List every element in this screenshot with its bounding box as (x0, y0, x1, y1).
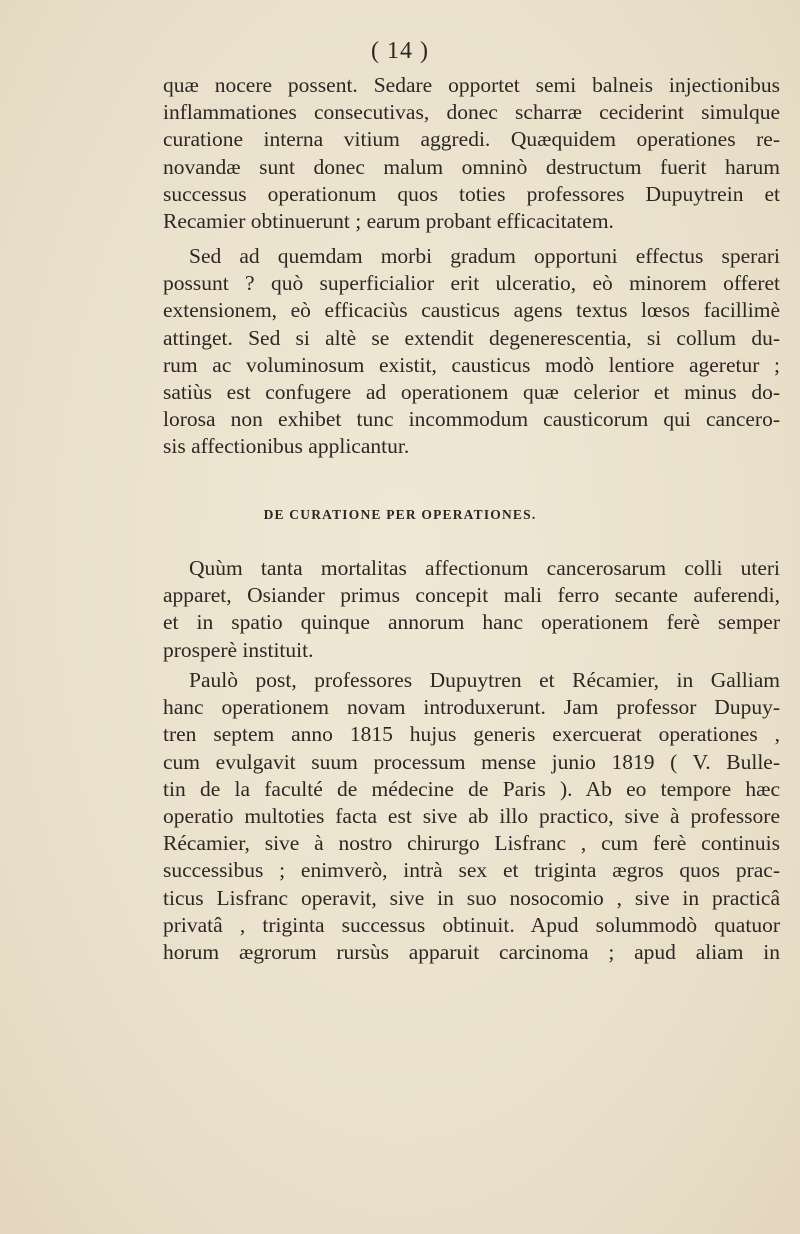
text-line: ticus Lisfranc operavit, sive in suo nosocomio , sive in practicâ (163, 885, 780, 910)
text-line: Sed ad quemdam morbi gradum opportuni effectus sperari (189, 244, 780, 268)
text-line: apparet, Osiander primus concepit mali ferro secante auferendi, (163, 583, 780, 608)
text-line: sis affectionibus applicantur. (163, 434, 410, 459)
text-line: Quùm tanta mortalitas affectionum cancerosarum colli uteri (189, 556, 780, 580)
text-line: attinget. Sed si altè se extendit degenerescentia, si collum du- (163, 325, 780, 350)
paragraph-4 (163, 667, 780, 966)
paragraph-3 (163, 555, 780, 664)
text-line: successus operationum quos toties professores Dupuytrein et (163, 181, 780, 206)
text-line: novandæ sunt donec malum omninò destructum fuerit harum (163, 154, 780, 179)
text-line: Paulò post, professores Dupuytren et Récamier, in Galliam (189, 668, 780, 692)
text-line: et in spatio quinque annorum hanc operationem ferè semper (163, 610, 780, 635)
text-line: successibus ; enimverò, intrà sex et triginta ægros quos prac- (163, 858, 780, 883)
paragraph-2 (163, 243, 780, 461)
text-line: hanc operationem novam introduxerunt. Jam professor Dupuy- (163, 695, 780, 720)
text-line: lorosa non exhibet tunc incommodum causticorum qui cancero- (163, 407, 780, 432)
text-line: inflammationes consecutivas, donec scharræ ceciderint simulque (163, 100, 780, 125)
text-line: tin de la faculté de médecine de Paris ). Ab eo tempore hæc (163, 776, 780, 801)
text-line: Récamier, sive à nostro chirurgo Lisfranc , cum ferè continuis (163, 831, 780, 856)
text-line: quæ nocere possent. Sedare opportet semi balneis injectionibus (163, 73, 780, 97)
text-line: cum evulgavit suum processum mense junio 1819 ( V. Bulle- (163, 749, 780, 774)
page-number: ( 14 ) (371, 38, 429, 64)
text-line: extensionem, eò efficaciùs causticus agens textus lœsos facillimè (163, 298, 780, 323)
text-line: tren septem anno 1815 hujus generis exercuerat operationes , (163, 722, 780, 747)
text-line: prosperè instituit. (163, 637, 314, 662)
text-line: operatio multoties facta est sive ab illo practico, sive à professore (163, 803, 780, 828)
text-line: horum ægrorum rursùs apparuit carcinoma ; apud aliam in (163, 939, 780, 964)
text-line: curatione interna vitium aggredi. Quæquidem operationes re- (163, 127, 780, 152)
text-line: privatâ , triginta successus obtinuit. Apud solummodò quatuor (163, 912, 780, 937)
text-line: rum ac voluminosum existit, causticus modò lentiore ageretur ; (163, 352, 780, 377)
section-heading: DE CURATIONE PER OPERATIONES. (263, 507, 537, 522)
text-line: possunt ? quò superficialior erit ulceratio, eò minorem offeret (163, 271, 780, 296)
text-line: Recamier obtinuerunt ; earum probant efficacitatem. (163, 208, 614, 233)
text-line: satiùs est confugere ad operationem quæ celerior et minus do- (163, 379, 780, 404)
paragraph-1 (163, 72, 780, 235)
